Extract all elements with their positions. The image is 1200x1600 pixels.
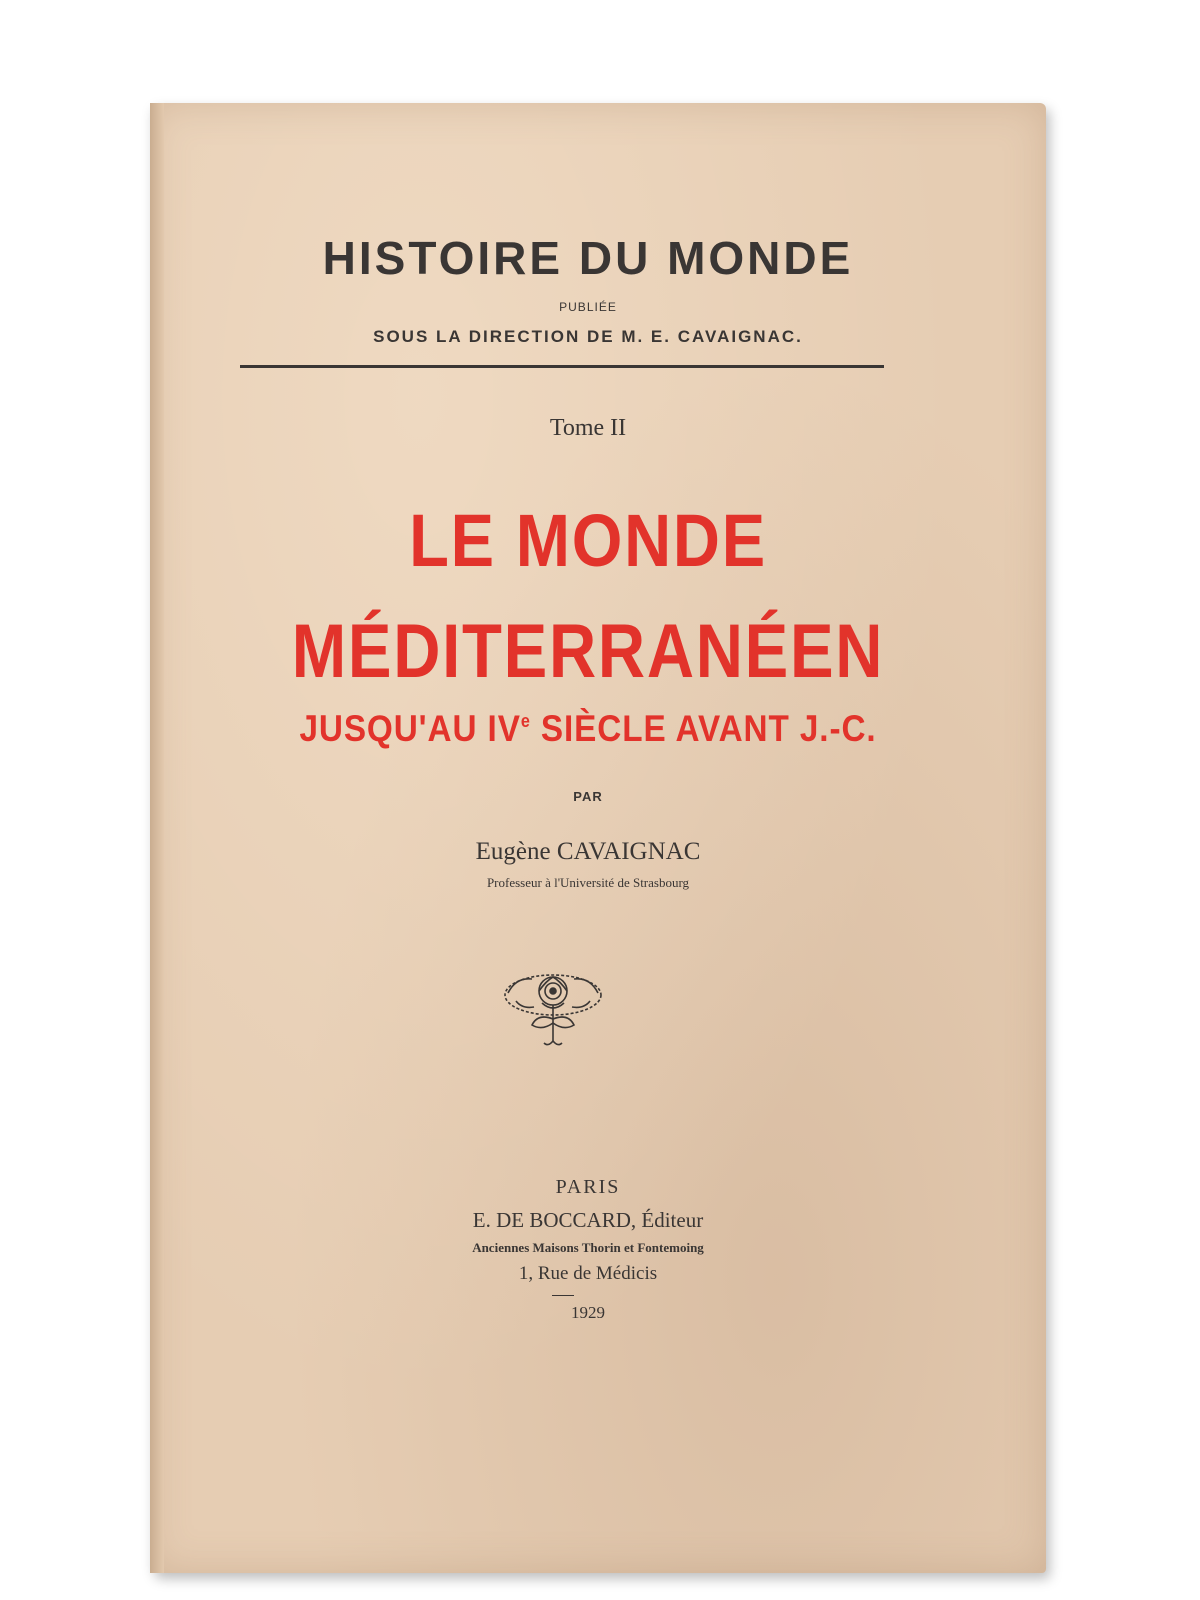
rose-ornament-icon bbox=[498, 963, 608, 1053]
publisher-houses: Anciennes Maisons Thorin et Fontemoing bbox=[472, 1240, 704, 1255]
title-line-1: LE MONDE bbox=[409, 499, 767, 582]
par-label: PAR bbox=[573, 789, 603, 804]
year-rule bbox=[552, 1295, 574, 1296]
subtitle-sup: e bbox=[520, 711, 531, 731]
publiee-label: PUBLIÉE bbox=[559, 300, 617, 314]
title-line-2: MÉDITERRANÉEN bbox=[291, 609, 885, 694]
publication-year: 1929 bbox=[571, 1303, 605, 1322]
header-rule bbox=[240, 365, 884, 368]
subtitle-pre: JUSQU'AU IV bbox=[299, 708, 521, 749]
subtitle-post: SIÈCLE AVANT J.-C. bbox=[530, 708, 877, 749]
tome-label: Tome II bbox=[549, 415, 627, 441]
author-name: Eugène CAVAIGNAC bbox=[475, 838, 701, 865]
publisher-name: E. DE BOCCARD, Éditeur bbox=[472, 1208, 704, 1232]
book-cover bbox=[150, 103, 1046, 1573]
publisher-city: PARIS bbox=[555, 1176, 621, 1198]
author-affiliation: Professeur à l'Université de Strasbourg bbox=[486, 875, 690, 890]
subtitle bbox=[185, 708, 991, 750]
publisher-address: 1, Rue de Médicis bbox=[518, 1263, 658, 1284]
series-title: HISTOIRE DU MONDE bbox=[322, 232, 854, 284]
direction-line: SOUS LA DIRECTION DE M. E. CAVAIGNAC. bbox=[373, 327, 803, 346]
